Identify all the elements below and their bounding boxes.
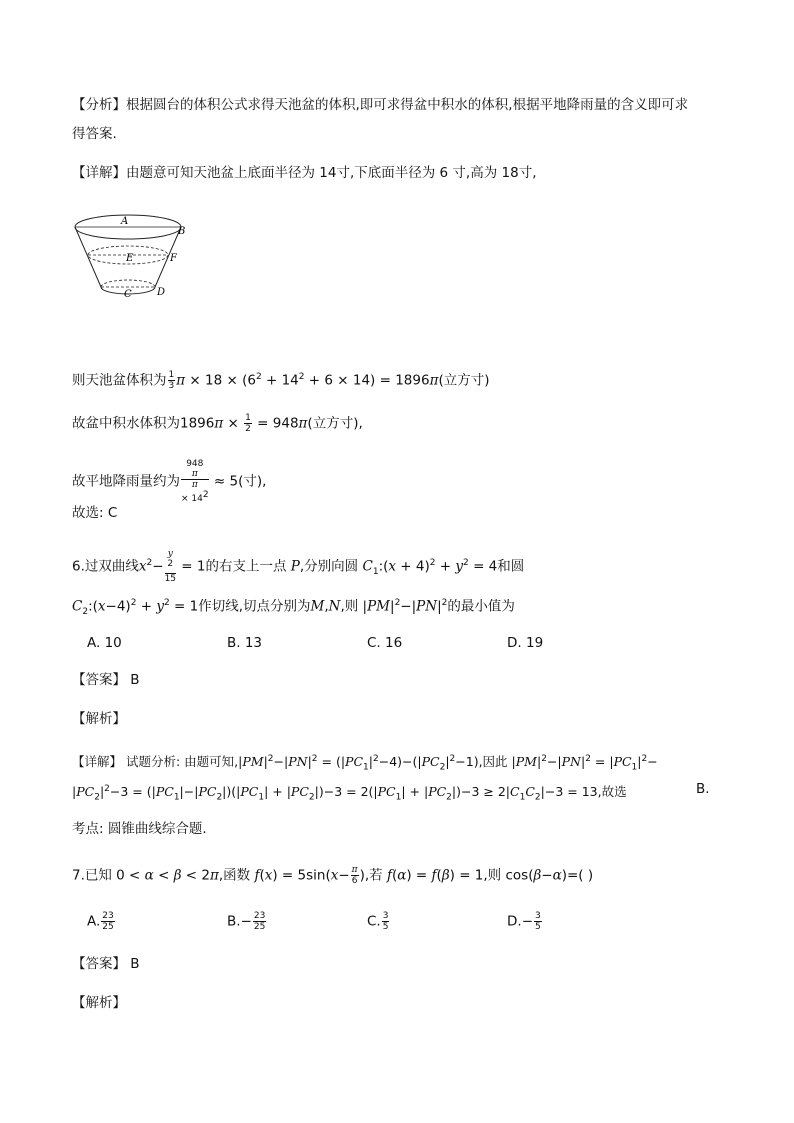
figure-label-c: C xyxy=(124,289,132,300)
figure-label-a: A xyxy=(121,216,129,227)
rain-line: 故平地降雨量约为 948 π π × $14^2$ ≈ 5(寸), xyxy=(72,459,267,504)
q6-option-d: D. 19 xyxy=(507,635,544,651)
frustum-figure xyxy=(72,207,202,307)
choose-c-line: 故选: C xyxy=(72,505,118,521)
q6-option-a: A. 10 xyxy=(87,635,122,651)
q6-line2-mid: 作切线,切点分别为 xyxy=(198,598,311,615)
q6-tail: 和圆 xyxy=(497,558,525,575)
volume-unit: (立方寸) xyxy=(438,372,490,389)
fraction-pi-6: $\frac{\pi}{6}$ xyxy=(351,865,358,886)
q7-option-b: B.− $\frac{23}{25}$ xyxy=(227,911,266,932)
q6-detail-tail: ,故选 xyxy=(597,784,627,800)
q6-detail-end: B. xyxy=(696,781,710,797)
q6-prefix: 6.过双曲线 xyxy=(72,558,139,575)
fraction-one-half: $\frac{1}{2}$ xyxy=(245,413,251,434)
figure-label-b: B xyxy=(178,226,186,237)
q6-detail-mid: ,因此 xyxy=(478,754,508,770)
q6-detail-prefix: 【详解】 试题分析: 由题可知, xyxy=(72,754,239,770)
q7-line: 7.已知 0 < α < β < 2π,函数 f(x) = 5sin(x− $\frac{\pi}{6}$ ),若 f(α) = f(β) = 1,则 cos(β−α)=( ) xyxy=(72,865,594,886)
q7-tail: =( ) xyxy=(567,867,594,884)
analysis-line-2: 得答案. xyxy=(72,126,117,142)
q6-jiexi: 【解析】 xyxy=(72,711,126,727)
volume-line: 则天池盆体积为 $\frac{1}{3}$ $\pi \times 18 \times (6^2 + 14^2 + 6 \times 14) = 1896\pi$(立方寸) xyxy=(72,370,490,391)
water-prefix: 故盆中积水体积为 xyxy=(72,415,180,432)
q7-mid: ,函数 xyxy=(218,867,251,884)
q6-line-1: 6.过双曲线$x^2-$ y $^2$ 15 = 1的右支上一点 P,分别向圆 $C_1:(x + 4)^2 + y^2 = 4$和圆 xyxy=(72,549,525,584)
q6-line2-tail: 的最小值为 xyxy=(447,598,515,615)
figure-label-e: E xyxy=(126,253,134,264)
q6-kaodian: 考点: 圆锥曲线综合题. xyxy=(72,821,207,837)
q6-detail-line-1: 【详解】 试题分析: 由题可知$,|PM|^2-|PN|^2 = (|PC_1|^2-4)-(|PC_2|^2-1)$,因此 $|PM|^2-|PN|^2 = |PC_1|^2-$ xyxy=(72,754,658,773)
water-line: 故盆中积水体积为1896π × $\frac{1}{2}$ = 948π(立方寸), xyxy=(72,413,363,434)
figure-label-d: D xyxy=(157,287,166,298)
fraction-rain: 948 π π × $14^2$ xyxy=(181,459,209,504)
volume-prefix: 则天池盆体积为 xyxy=(72,372,167,389)
q7-jiexi: 【解析】 xyxy=(72,995,126,1011)
analysis-line-1: 【分析】根据圆台的体积公式求得天池盆的体积,即可求得盆中积水的体积,根据平地降雨量的含义即可求 xyxy=(72,97,689,113)
q7-mid2: ,若 xyxy=(364,867,383,884)
q6-mid: 的右支上一点 xyxy=(205,558,287,575)
q6-detail-line-2: $|PC_2|^2-3 = (|PC_1|-|PC_2|)(|PC_1| + |PC_2|)-3 = 2(|PC_1| + |PC_2|)-3 \ge 2|C_1C_2|-3 = 13$,故选 xyxy=(72,784,627,803)
q6-line2-mid2: ,则 xyxy=(340,598,359,615)
q7-option-c: C. $\frac{3}{5}$ xyxy=(367,911,389,932)
detail-line: 【详解】由题意可知天池盆上底面半径为 14寸,下底面半径为 6 寸,高为 18寸, xyxy=(72,165,537,181)
q6-option-b: B. 13 xyxy=(227,635,263,651)
fraction-y2-15: y $^2$ 15 xyxy=(164,549,177,584)
q6-line-2: $C_2:(x-4)^2 + y^2 = 1$作切线,切点分别为M,N,则 $|PM|^2-|PN|^2$的最小值为 xyxy=(72,598,515,618)
q7-prefix: 7.已知 xyxy=(72,867,112,884)
rain-prefix: 故平地降雨量约为 xyxy=(72,473,180,490)
q7-option-d: D.− $\frac{3}{5}$ xyxy=(507,911,541,932)
q7-mid3: ,则 xyxy=(483,867,502,884)
figure-label-f: F xyxy=(170,253,177,264)
q7-answer: 【答案】 B xyxy=(72,956,140,972)
q6-answer: 【答案】 B xyxy=(72,672,140,688)
fraction-one-third: $\frac{1}{3}$ xyxy=(168,370,175,391)
water-unit: (立方寸), xyxy=(307,415,363,432)
q7-option-a: A. $\frac{23}{25}$ xyxy=(87,911,114,932)
rain-unit: (寸), xyxy=(238,473,267,490)
q6-option-c: C. 16 xyxy=(367,635,403,651)
q6-mid2: ,分别向圆 xyxy=(299,558,359,575)
